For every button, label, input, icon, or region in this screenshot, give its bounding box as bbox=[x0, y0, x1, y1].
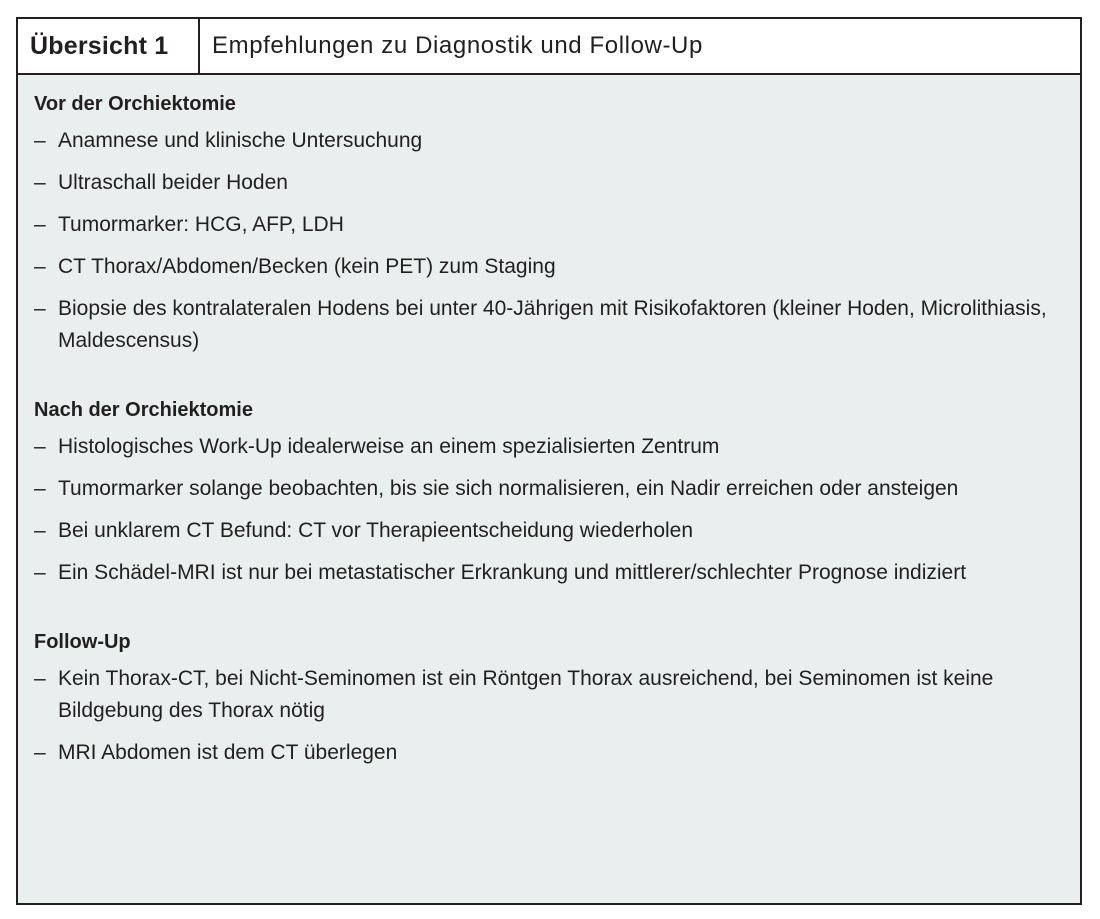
list-item: – CT Thorax/Abdomen/Becken (kein PET) zum Staging bbox=[34, 251, 1064, 283]
list-item: – Ein Schädel-MRI ist nur bei metastatischer Erkrankung und mittlerer/schlechter Prognose indiziert bbox=[34, 557, 1064, 589]
list-item: – Tumormarker: HCG, AFP, LDH bbox=[34, 209, 1064, 241]
section-before-orchiectomy bbox=[34, 91, 1064, 357]
section-title: Nach der Orchiektomie bbox=[34, 399, 253, 421]
list-item: – MRI Abdomen ist dem CT überlegen bbox=[34, 737, 1064, 769]
list-item: – Bei unklarem CT Befund: CT vor Therapieentscheidung wiederholen bbox=[34, 515, 1064, 547]
section-title: Follow-Up bbox=[34, 631, 131, 653]
item-list bbox=[34, 663, 1064, 769]
overview-title: Empfehlungen zu Diagnostik und Follow-Up bbox=[212, 32, 703, 59]
list-item: – Kein Thorax-CT, bei Nicht-Seminomen ist ein Röntgen Thorax ausreichend, bei Seminomen ist keine Bildgebung des Thorax nötig bbox=[34, 663, 1064, 727]
box-content bbox=[18, 75, 1080, 769]
section-follow-up bbox=[34, 629, 1064, 769]
list-item: – Ultraschall beider Hoden bbox=[34, 167, 1064, 199]
overview-number: Übersicht 1 bbox=[18, 19, 200, 73]
box-header bbox=[18, 19, 1080, 75]
list-item: – Anamnese und klinische Untersuchung bbox=[34, 125, 1064, 157]
section-after-orchiectomy bbox=[34, 397, 1064, 589]
list-item: – Tumormarker solange beobachten, bis sie sich normalisieren, ein Nadir erreichen oder ansteigen bbox=[34, 473, 1064, 505]
list-item: – Biopsie des kontralateralen Hodens bei unter 40-Jährigen mit Risikofaktoren (kleiner Hoden, Microlithiasis, Maldescensus) bbox=[34, 293, 1064, 357]
list-item: – Histologisches Work-Up idealerweise an einem spezialisierten Zentrum bbox=[34, 431, 1064, 463]
item-list bbox=[34, 431, 1064, 589]
item-list bbox=[34, 125, 1064, 357]
section-title: Vor der Orchiektomie bbox=[34, 93, 236, 115]
overview-box bbox=[16, 17, 1082, 905]
